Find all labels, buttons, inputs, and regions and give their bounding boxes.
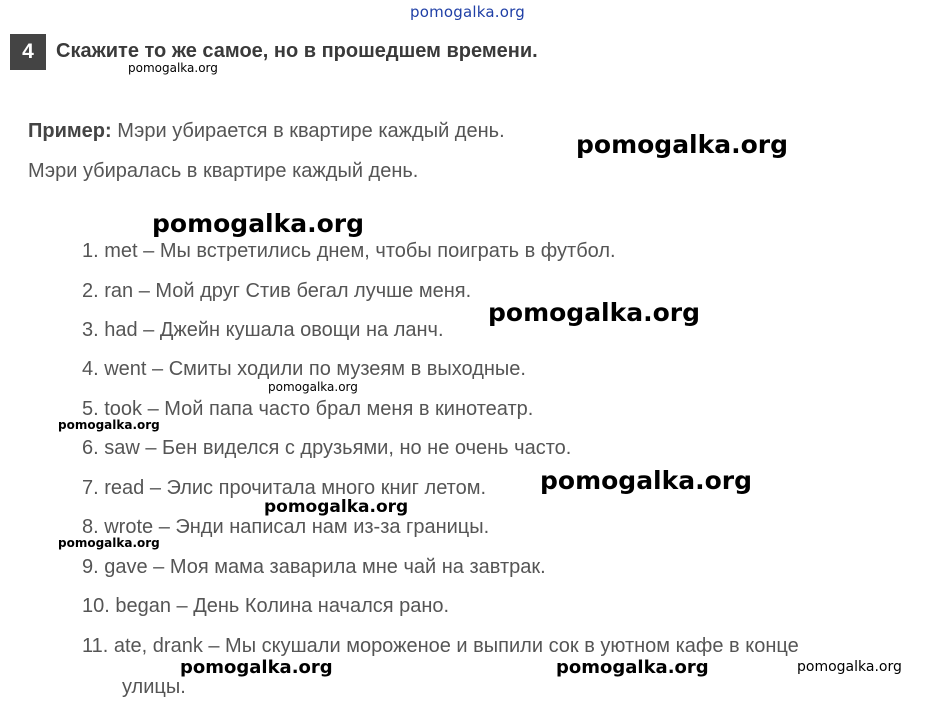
list-item: 2. ran – Мой друг Стив бегал лучше меня.	[82, 280, 472, 302]
watermark: pomogalka.org	[152, 209, 365, 238]
list-item: 7. read – Элис прочитала много книг летом.	[82, 477, 487, 499]
watermark: pomogalka.org	[264, 497, 409, 517]
task-title: Скажите то же самое, но в прошедшем времени.	[56, 40, 538, 62]
list-item: 9. gave – Моя мама заварила мне чай на завтрак.	[82, 556, 546, 578]
watermark: pomogalka.org	[58, 536, 160, 550]
example-sentence: Мэри убирается в квартире каждый день.	[117, 120, 505, 142]
watermark: pomogalka.org	[268, 380, 358, 394]
list-item: 6. saw – Бен виделся с друзьями, но не очень часто.	[82, 437, 572, 459]
example-answer: Мэри убиралась в квартире каждый день.	[28, 160, 419, 182]
watermark-top: pomogalka.org	[410, 3, 525, 21]
list-item: 8. wrote – Энди написал нам из-за границы.	[82, 516, 490, 538]
watermark: pomogalka.org	[58, 418, 160, 432]
watermark: pomogalka.org	[556, 657, 709, 678]
watermark: pomogalka.org	[488, 298, 701, 327]
list-item: 4. went – Смиты ходили по музеям в выходные.	[82, 358, 526, 380]
watermark: pomogalka.org	[128, 61, 218, 75]
example-label: Пример:	[28, 120, 112, 142]
watermark: pomogalka.org	[180, 657, 333, 678]
list-item-continuation: улицы.	[122, 676, 186, 698]
task-number-badge: 4	[10, 34, 46, 70]
example-line	[28, 120, 505, 143]
list-item: 1. met – Мы встретились днем, чтобы поиграть в футбол.	[82, 240, 616, 262]
list-item: 10. began – День Колина начался рано.	[82, 595, 450, 617]
watermark: pomogalka.org	[540, 466, 753, 495]
watermark: pomogalka.org	[797, 659, 902, 675]
list-item: 5. took – Мой папа часто брал меня в кинотеатр.	[82, 398, 534, 420]
list-item: 11. ate, drank – Мы скушали мороженое и выпили сок в уютном кафе в конце	[82, 635, 799, 657]
watermark: pomogalka.org	[576, 130, 789, 159]
list-item: 3. had – Джейн кушала овощи на ланч.	[82, 319, 444, 341]
